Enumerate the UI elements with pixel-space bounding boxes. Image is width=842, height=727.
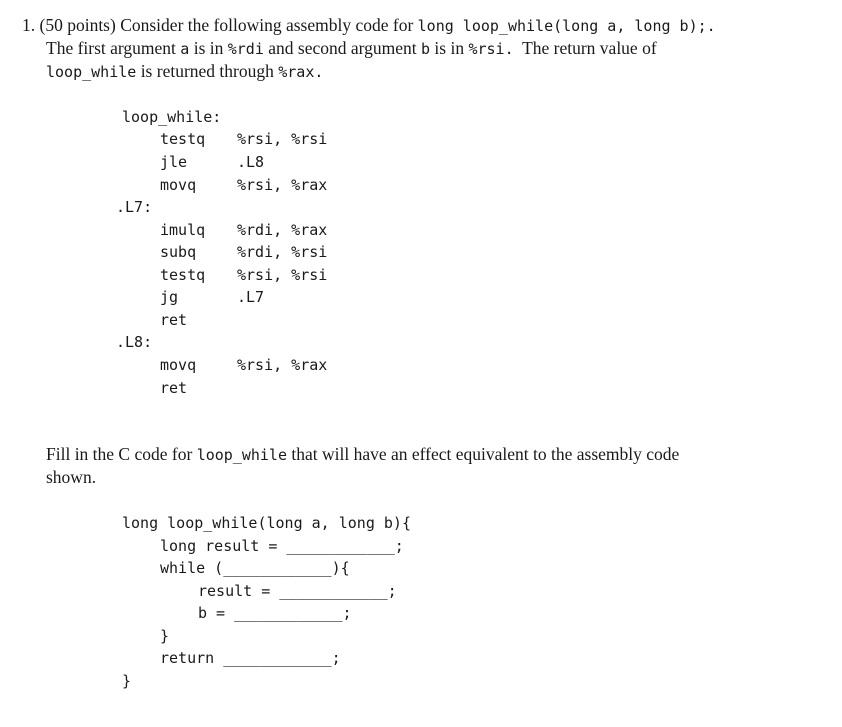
c-function-header: long loop_while(long a, long b){: [122, 514, 411, 532]
register-rsi: %rsi.: [468, 40, 514, 58]
asm-op: ret: [160, 311, 188, 329]
c-result-assign: result = ____________;: [198, 582, 397, 600]
problem-text: is in: [193, 38, 224, 58]
asm-op: testq: [160, 130, 206, 148]
c-result-declaration: long result = ____________;: [160, 537, 404, 555]
problem-text: The first argument: [46, 38, 176, 58]
problem-text: is in: [434, 38, 465, 58]
asm-args: .L8: [237, 153, 265, 171]
problem-text: The return value of: [522, 38, 657, 58]
asm-args: %rdi, %rsi: [237, 243, 328, 261]
asm-op: movq: [160, 356, 197, 374]
asm-op: imulq: [160, 221, 206, 239]
problem-text: is returned through: [140, 61, 274, 81]
asm-args: %rsi, %rax: [237, 356, 328, 374]
asm-args: %rsi, %rsi: [237, 266, 328, 284]
problem-text: Consider the following assembly code for: [120, 15, 414, 35]
label-loop-while: loop_while:: [122, 108, 222, 126]
function-name: loop_while: [46, 63, 137, 81]
problem-points: (50 points): [39, 15, 116, 35]
problem-line-2: [46, 40, 657, 58]
function-signature: long loop_while(long a, long b);.: [417, 17, 716, 35]
label-l7: .L7:: [116, 198, 153, 216]
arg-b: b: [421, 40, 431, 58]
fill-line-2: shown.: [46, 467, 97, 487]
asm-op: subq: [160, 243, 197, 261]
register-rax: %rax.: [278, 63, 324, 81]
problem-number: 1.: [22, 15, 36, 35]
register-rdi: %rdi: [227, 40, 264, 58]
problem-line-3: [46, 63, 323, 81]
function-name: loop_while: [196, 446, 287, 464]
asm-op: ret: [160, 379, 188, 397]
c-return-line: return ____________;: [160, 649, 341, 667]
asm-op: testq: [160, 266, 206, 284]
asm-op: jle: [160, 153, 188, 171]
fill-line-1: [46, 446, 679, 464]
fill-text: that will have an effect equivalent to the assembly code: [291, 444, 680, 464]
c-b-assign: b = ____________;: [198, 604, 352, 622]
asm-args: .L7: [237, 288, 265, 306]
c-while-line: while (____________){: [160, 559, 350, 577]
label-l8: .L8:: [116, 333, 153, 351]
problem-text: and second argument: [268, 38, 417, 58]
asm-args: %rdi, %rax: [237, 221, 328, 239]
asm-args: %rsi, %rsi: [237, 130, 328, 148]
asm-args: %rsi, %rax: [237, 176, 328, 194]
asm-op: jg: [160, 288, 179, 306]
c-close-brace-inner: }: [160, 627, 170, 645]
problem-line-1: [22, 17, 716, 35]
fill-text: Fill in the C code for: [46, 444, 193, 464]
arg-a: a: [180, 40, 190, 58]
asm-op: movq: [160, 176, 197, 194]
c-close-brace-outer: }: [122, 672, 132, 690]
